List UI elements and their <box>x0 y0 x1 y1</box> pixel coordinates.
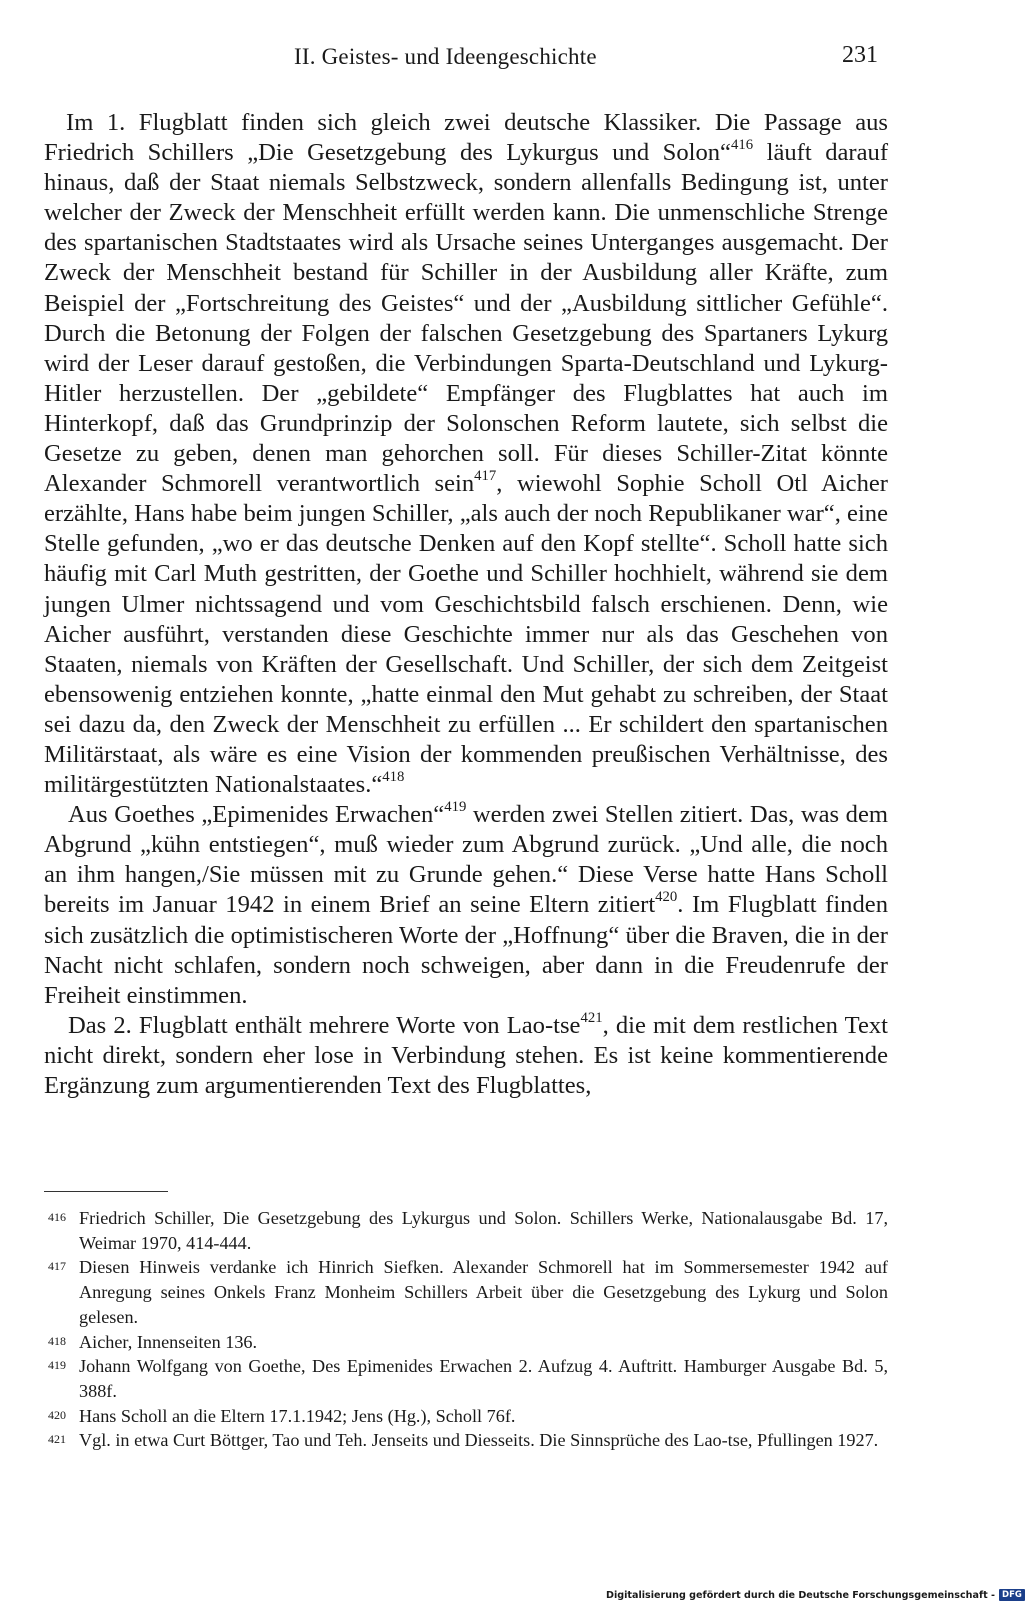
text-run: Das 2. Flugblatt enthält mehrere Worte von Lao-tse <box>68 1011 581 1039</box>
dfg-logo: DFG <box>999 1589 1025 1601</box>
main-text <box>44 108 888 1101</box>
footnote-number: 416 <box>48 1210 66 1224</box>
text-run: läuft darauf hinaus, daß der Staat niemals Selbstzweck, sondern allenfalls Bedingung ist, unter welcher der Zweck der Menschheit erfüllt werden kann. Die unmenschliche Strenge des spartanischen Stadtstaates wird als Ursache seines Unterganges ausgemacht. Der Zweck der Menschheit bestand für Schiller in der Ausbildung aller Kräfte, zum Beispiel der „Fortschreitung des Geistes“ und der „Ausbildung sittlicher Gefühle“. Durch die Betonung der Folgen der falschen Gesetzgebung des Spartaners Lykurg wird der Leser darauf gestoßen, die Verbindungen Sparta-Deutschland und Lykurg-Hitler herzustellen. Der „gebildete“ Empfänger des Flugblattes hat auch im Hinterkopf, daß das Grundprinzip der Solonschen Reform lautete, sich selbst die Gesetze zu geben, denen man gehorchen soll. Für dieses Schiller-Zitat könnte Alexander Schmorell verantwortlich sein <box>44 139 889 498</box>
footnote-number: 417 <box>48 1259 66 1274</box>
text-run: Im 1. Flugblatt finden sich gleich zwei deutsche Klassiker. Die Passage aus Friedrich Schillers „Die Gesetzgebung des Lykurgus und Solon“ <box>44 109 888 167</box>
paragraph-3 <box>44 1011 888 1101</box>
footnote-number: 421 <box>48 1432 66 1447</box>
footnote-ref[interactable]: 420 <box>655 889 678 906</box>
paragraph-1 <box>44 108 888 800</box>
footnote-ref[interactable]: 417 <box>474 468 497 485</box>
text-run: werden zwei Stellen zitiert. Das, was dem Abgrund „kühn entstiegen“, muß wieder zum Abgrund zurück. „Und alle, die noch an ihm hangen,/Sie müssen mit zu Grunde gehen.“ Diese Verse hatte Hans Scholl bereits im Januar 1942 in einem Brief an seine Eltern zitiert <box>44 801 888 919</box>
footnote-418 <box>44 1330 888 1355</box>
footnote-text: Friedrich Schiller, Die Gesetzgebung des Lykurgus und Solon. Schillers Werke, Nationalausgabe Bd. 17, Weimar 1970, 414-444. <box>79 1208 888 1253</box>
footnote-420 <box>44 1404 888 1429</box>
page-header <box>0 44 1000 78</box>
footnote-text: Vgl. in etwa Curt Böttger, Tao und Teh. Jenseits und Diesseits. Die Sinnsprüche des Lao-tse, Pfullingen 1927. <box>79 1430 879 1451</box>
footnote-421 <box>44 1428 888 1453</box>
text-run: Aus Goethes „Epimenides Erwachen“ <box>68 801 445 829</box>
text-run: . Im Flugblatt finden sich zusätzlich die optimistischeren Worte der „Hoffnung“ über die Braven, die in der Nacht nicht schlafen, sondern noch schweigen, aber dann in die Freudenrufe der Freiheit einstimmen. <box>44 891 888 1009</box>
footnote-419 <box>44 1354 888 1403</box>
footnote-number: 419 <box>48 1358 66 1373</box>
paragraph-2 <box>44 800 888 1011</box>
footnote-text: Hans Scholl an die Eltern 17.1.1942; Jens (Hg.), Scholl 76f. <box>79 1405 516 1426</box>
page-number: 231 <box>842 42 878 68</box>
footnote-417 <box>44 1255 888 1329</box>
footnotes <box>44 1206 888 1453</box>
footnote-number: 420 <box>48 1407 66 1422</box>
footnote-text: Johann Wolfgang von Goethe, Des Epimenides Erwachen 2. Aufzug 4. Auftritt. Hamburger Ausgabe Bd. 5, 388f. <box>79 1356 888 1401</box>
credit-text: Digitalisierung gefördert durch die Deutsche Forschungsgemeinschaft - <box>606 1589 996 1601</box>
footnote-number: 418 <box>48 1333 66 1348</box>
footnote-ref[interactable]: 419 <box>444 799 467 816</box>
text-run: , die mit dem restlichen Text nicht direkt, sondern eher lose in Verbindung stehen. Es ist keine kommentierende Ergänzung zum argumentierenden Text des Flugblattes, <box>44 1011 888 1099</box>
footnote-ref[interactable]: 416 <box>730 137 754 154</box>
text-run: , wiewohl Sophie Scholl Otl Aicher erzählte, Hans habe beim jungen Schiller, „als auch der noch Republikaner war“, eine Stelle gefunden, „wo er das deutsche Denken auf den Kopf stellte“. Scholl hatte sich häufig mit Carl Muth gestritten, der Goethe und Schiller hochhielt, während sie dem jungen Ulmer nichtssagend und vom Geschichtsbild falsch erschienen. Denn, wie Aicher ausführt, verstanden diese Geschichte immer nur als das Geschehen von Staaten, niemals von Kräften der Gesellschaft. Und Schiller, der sich dem Zeitgeist ebensowenig entziehen konnte, „hatte einmal den Mut gehabt zu schreiben, der Staat sei dazu da, den Zweck der Menschheit zu erfüllen ... Er schildert den spartanischen Militärstaat, als wäre es eine Vision der kommenden preußischen Verhältnisse, des militärgestützten Nationalstaates.“ <box>44 470 888 799</box>
footnote-text: Diesen Hinweis verdanke ich Hinrich Siefken. Alexander Schmorell hat im Sommersemester 1942 auf Anregung seines Onkels Franz Monheim Schillers Arbeit über die Gesetzgebung des Lykurg und Solon gelesen. <box>79 1257 888 1327</box>
footnote-divider <box>44 1191 168 1192</box>
footnote-ref[interactable]: 421 <box>580 1009 603 1026</box>
footnote-text: Aicher, Innenseiten 136. <box>79 1331 258 1352</box>
footnote-416 <box>44 1206 888 1255</box>
running-head: II. Geistes- und Ideengeschichte <box>294 44 597 69</box>
footnote-ref[interactable]: 418 <box>382 769 405 785</box>
digitization-credit <box>606 1588 1025 1602</box>
